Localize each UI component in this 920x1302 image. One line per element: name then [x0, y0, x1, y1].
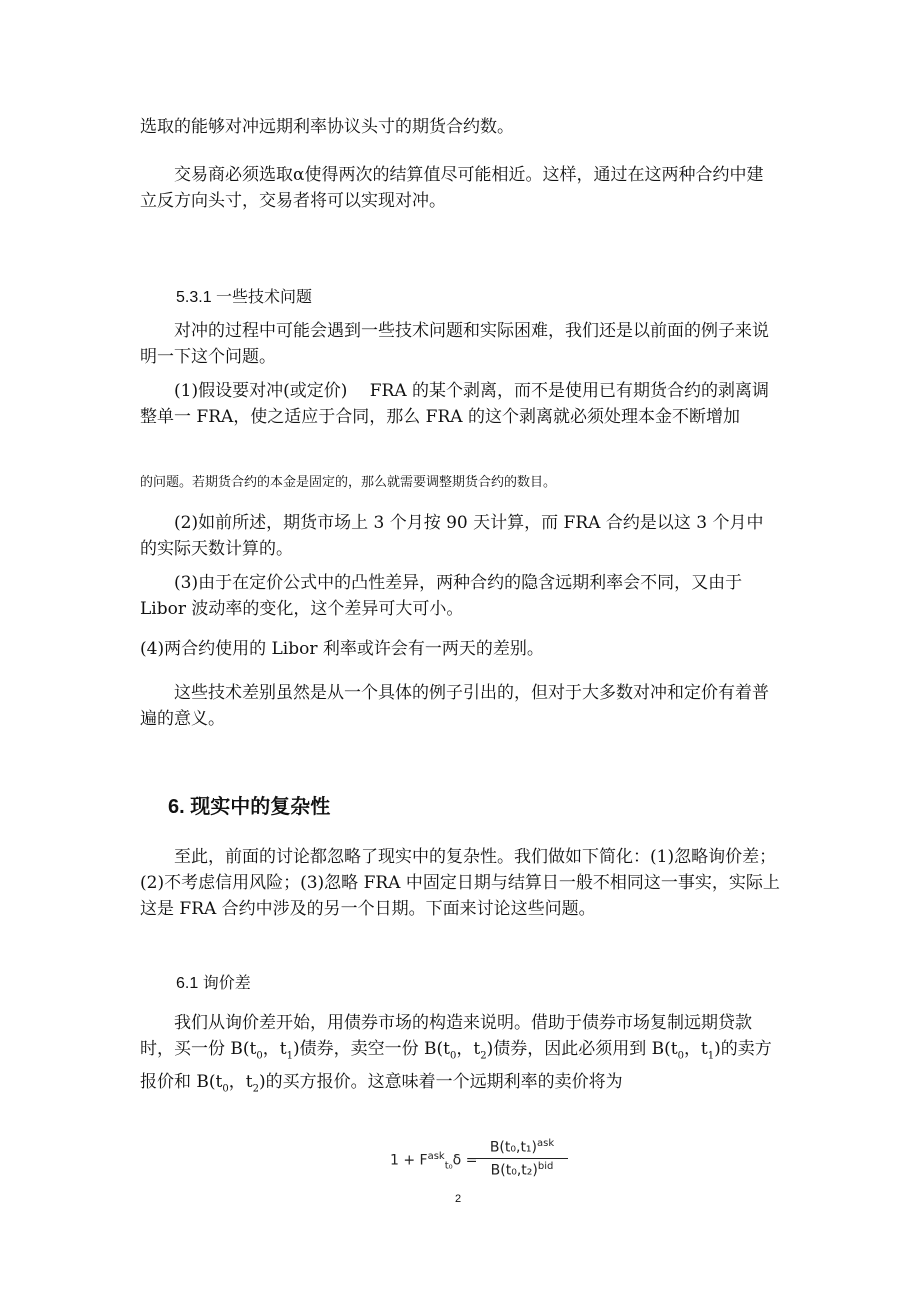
page-number: 2 [455, 1193, 462, 1205]
paragraph-bid-ask: 我们从询价差开始，用债券市场的构造来说明。借助于债券市场复制远期贷款时，买一份 $B(t_0$，$t_1$)债券，卖空一份 $B(t_0$，$t_2$)债券，因此必须用到 $B(t_0$，$t_1$)的卖方报价和 $B(t_0$，$t_2$)的买方报价。这意味着一个远期利率的卖价将为 [140, 1013, 772, 1095]
section-heading-6: 6. 现实中的复杂性 [168, 796, 331, 818]
paragraph-point-3: (3)由于在定价公式中的凸性差异，两种合约的隐含远期利率会不同，又由于 Libor 波动率的变化，这个差异可大可小。 [140, 573, 743, 619]
paragraph-complexity: 至此，前面的讨论都忽略了现实中的复杂性。我们做如下简化：(1)忽略询价差；(2)不考虑信用风险；(3)忽略 FRA 中固定日期与结算日一般不相同这一事实，实际上这是 FRA 合约中涉及的另一个日期。下面来讨论这些问题。 [140, 847, 780, 919]
formula-numerator: $B(t_0,t_1)^{ask}$ [476, 1138, 568, 1159]
formula-denominator: $B(t_0,t_2)^{bid}$ [490, 1160, 554, 1179]
paragraph-point-1: (1)假设要对冲(或定价) FRA 的某个剥离，而不是使用已有期货合约的剥离调整单一 FRA，使之适应于合同，那么 FRA 的这个剥离就必须处理本金不断增加 [140, 381, 770, 427]
section-heading-5-3-1: 5.3.1 一些技术问题 [176, 289, 313, 306]
section-heading-6-1: 6.1 询价差 [176, 975, 251, 992]
forward-ask-formula [390, 1138, 570, 1182]
formula-lhs: $1 + F^{ask}_{t_0}\delta$ = [390, 1151, 478, 1172]
paragraph-technical-intro: 对冲的过程中可能会遇到一些技术问题和实际困难，我们还是以前面的例子来说明一下这个问题。 [140, 321, 769, 367]
paragraph-summary: 这些技术差别虽然是从一个具体的例子引出的，但对于大多数对冲和定价有着普遍的意义。 [140, 683, 769, 729]
formula-fraction [476, 1138, 568, 1178]
paragraph-point-4: (4)两合约使用的 Libor 利率或许会有一两天的差别。 [140, 639, 544, 659]
paragraph-point-2: (2)如前所述，期货市场上 3 个月按 90 天计算，而 FRA 合约是以这 3 个月中的实际天数计算的。 [140, 513, 764, 559]
paragraph-continuation: 选取的能够对冲远期利率协议头寸的期货合约数。 [140, 117, 514, 137]
paragraph-alpha: 交易商必须选取α使得两次的结算值尽可能相近。这样，通过在这两种合约中建立反方向头寸，交易者将可以实现对冲。 [140, 165, 764, 211]
paragraph-point-1-cont: 的问题。若期货合约的本金是固定的，那么就需要调整期货合约的数目。 [140, 475, 557, 490]
